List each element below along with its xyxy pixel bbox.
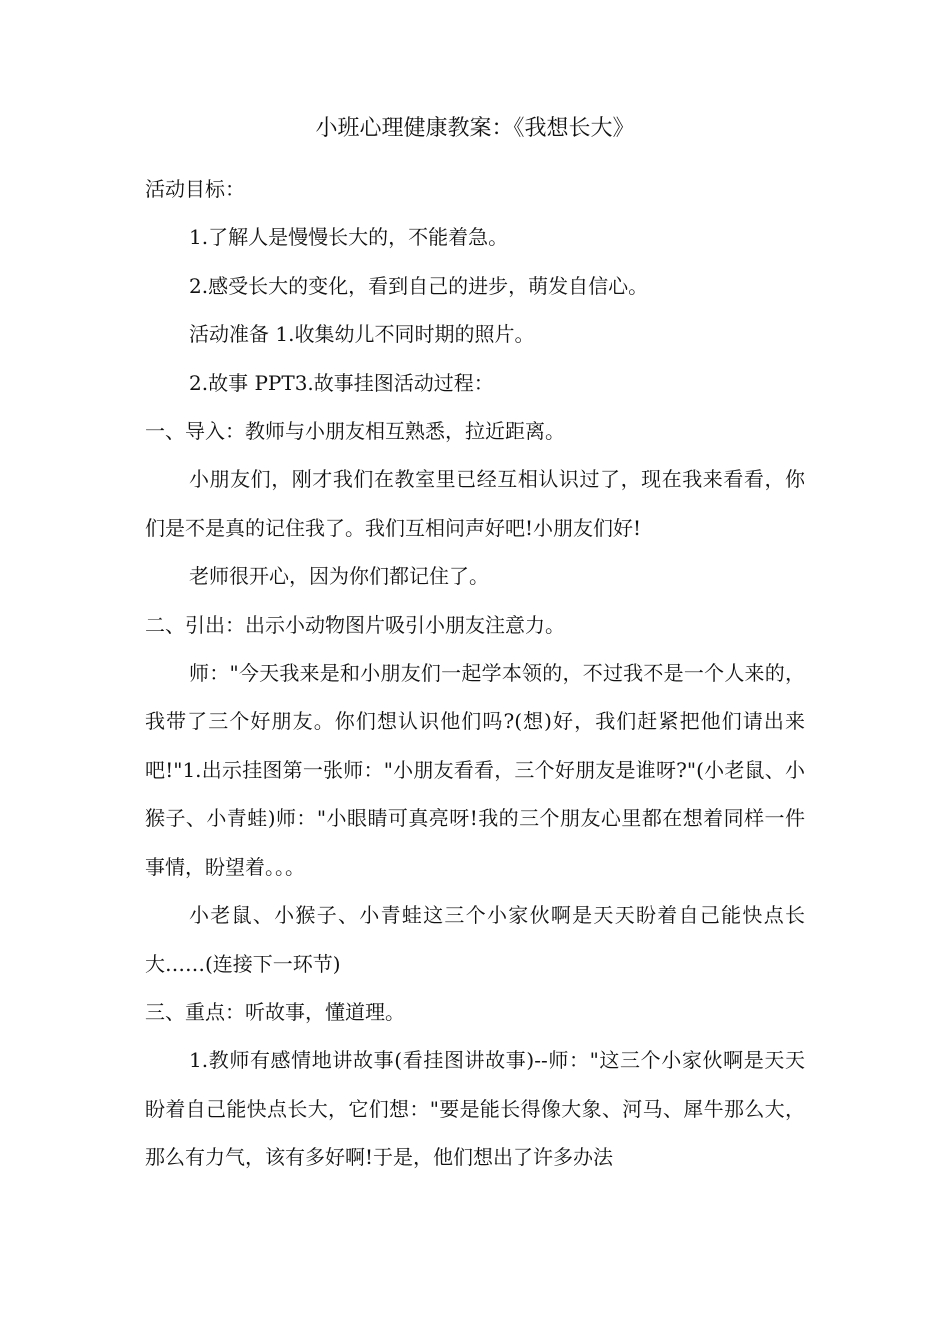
paragraph-three-friends: 小老鼠、小猴子、小青蛙这三个小家伙啊是天天盼着自己能快点长大……(连接下一环节) xyxy=(145,903,805,976)
paragraph-intro-dialogue: 小朋友们，刚才我们在教室里已经互相认识过了，现在我来看看，你们是不是真的记住我了。我们互相问声好吧!小朋友们好! xyxy=(145,467,805,540)
paragraph-storytelling: 1.教师有感情地讲故事(看挂图讲故事)--师："这三个小家伙啊是天天盼着自己能快点长大，它们想："要是能长得像大象、河马、犀牛那么大，那么有力气，该有多好啊!于是，他们想出了许多办法 xyxy=(145,1048,805,1170)
paragraph-section-3-heading: 三、重点：听故事，懂道理。 xyxy=(145,999,405,1024)
document-body xyxy=(145,165,805,1182)
paragraph-teacher-dialogue: 师："今天我来是和小朋友们一起学本领的，不过我不是一个人来的，我带了三个好朋友。你们想认识他们吗?(想)好，我们赶紧把他们请出来吧!"1.出示挂图第一张师："小朋友看看，三个好朋友是谁呀?"(小老鼠、小猴子、小青蛙)师："小眼睛可真亮呀!我的三个朋友心里都在想着同样一件事情，盼望着。。。 xyxy=(145,661,805,879)
document-title: 小班心理健康教案：《我想长大》 xyxy=(315,116,635,141)
paragraph-goal-2: 2.感受长大的变化，看到自己的进步，萌发自信心。 xyxy=(189,273,649,298)
paragraph-section-1-heading: 一、导入：教师与小朋友相互熟悉，拉近距离。 xyxy=(145,419,565,444)
paragraph-section-2-heading: 二、引出：出示小动物图片吸引小朋友注意力。 xyxy=(145,612,565,637)
paragraph-goal-1: 1.了解人是慢慢长大的，不能着急。 xyxy=(189,225,509,250)
paragraph-activity-goals-heading: 活动目标： xyxy=(145,177,245,201)
paragraph-preparation-1: 活动准备 1.收集幼儿不同时期的照片。 xyxy=(189,322,535,347)
paragraph-teacher-happy: 老师很开心，因为你们都记住了。 xyxy=(189,564,489,589)
paragraph-preparation-2: 2.故事 PPT3.故事挂图活动过程： xyxy=(189,370,494,395)
